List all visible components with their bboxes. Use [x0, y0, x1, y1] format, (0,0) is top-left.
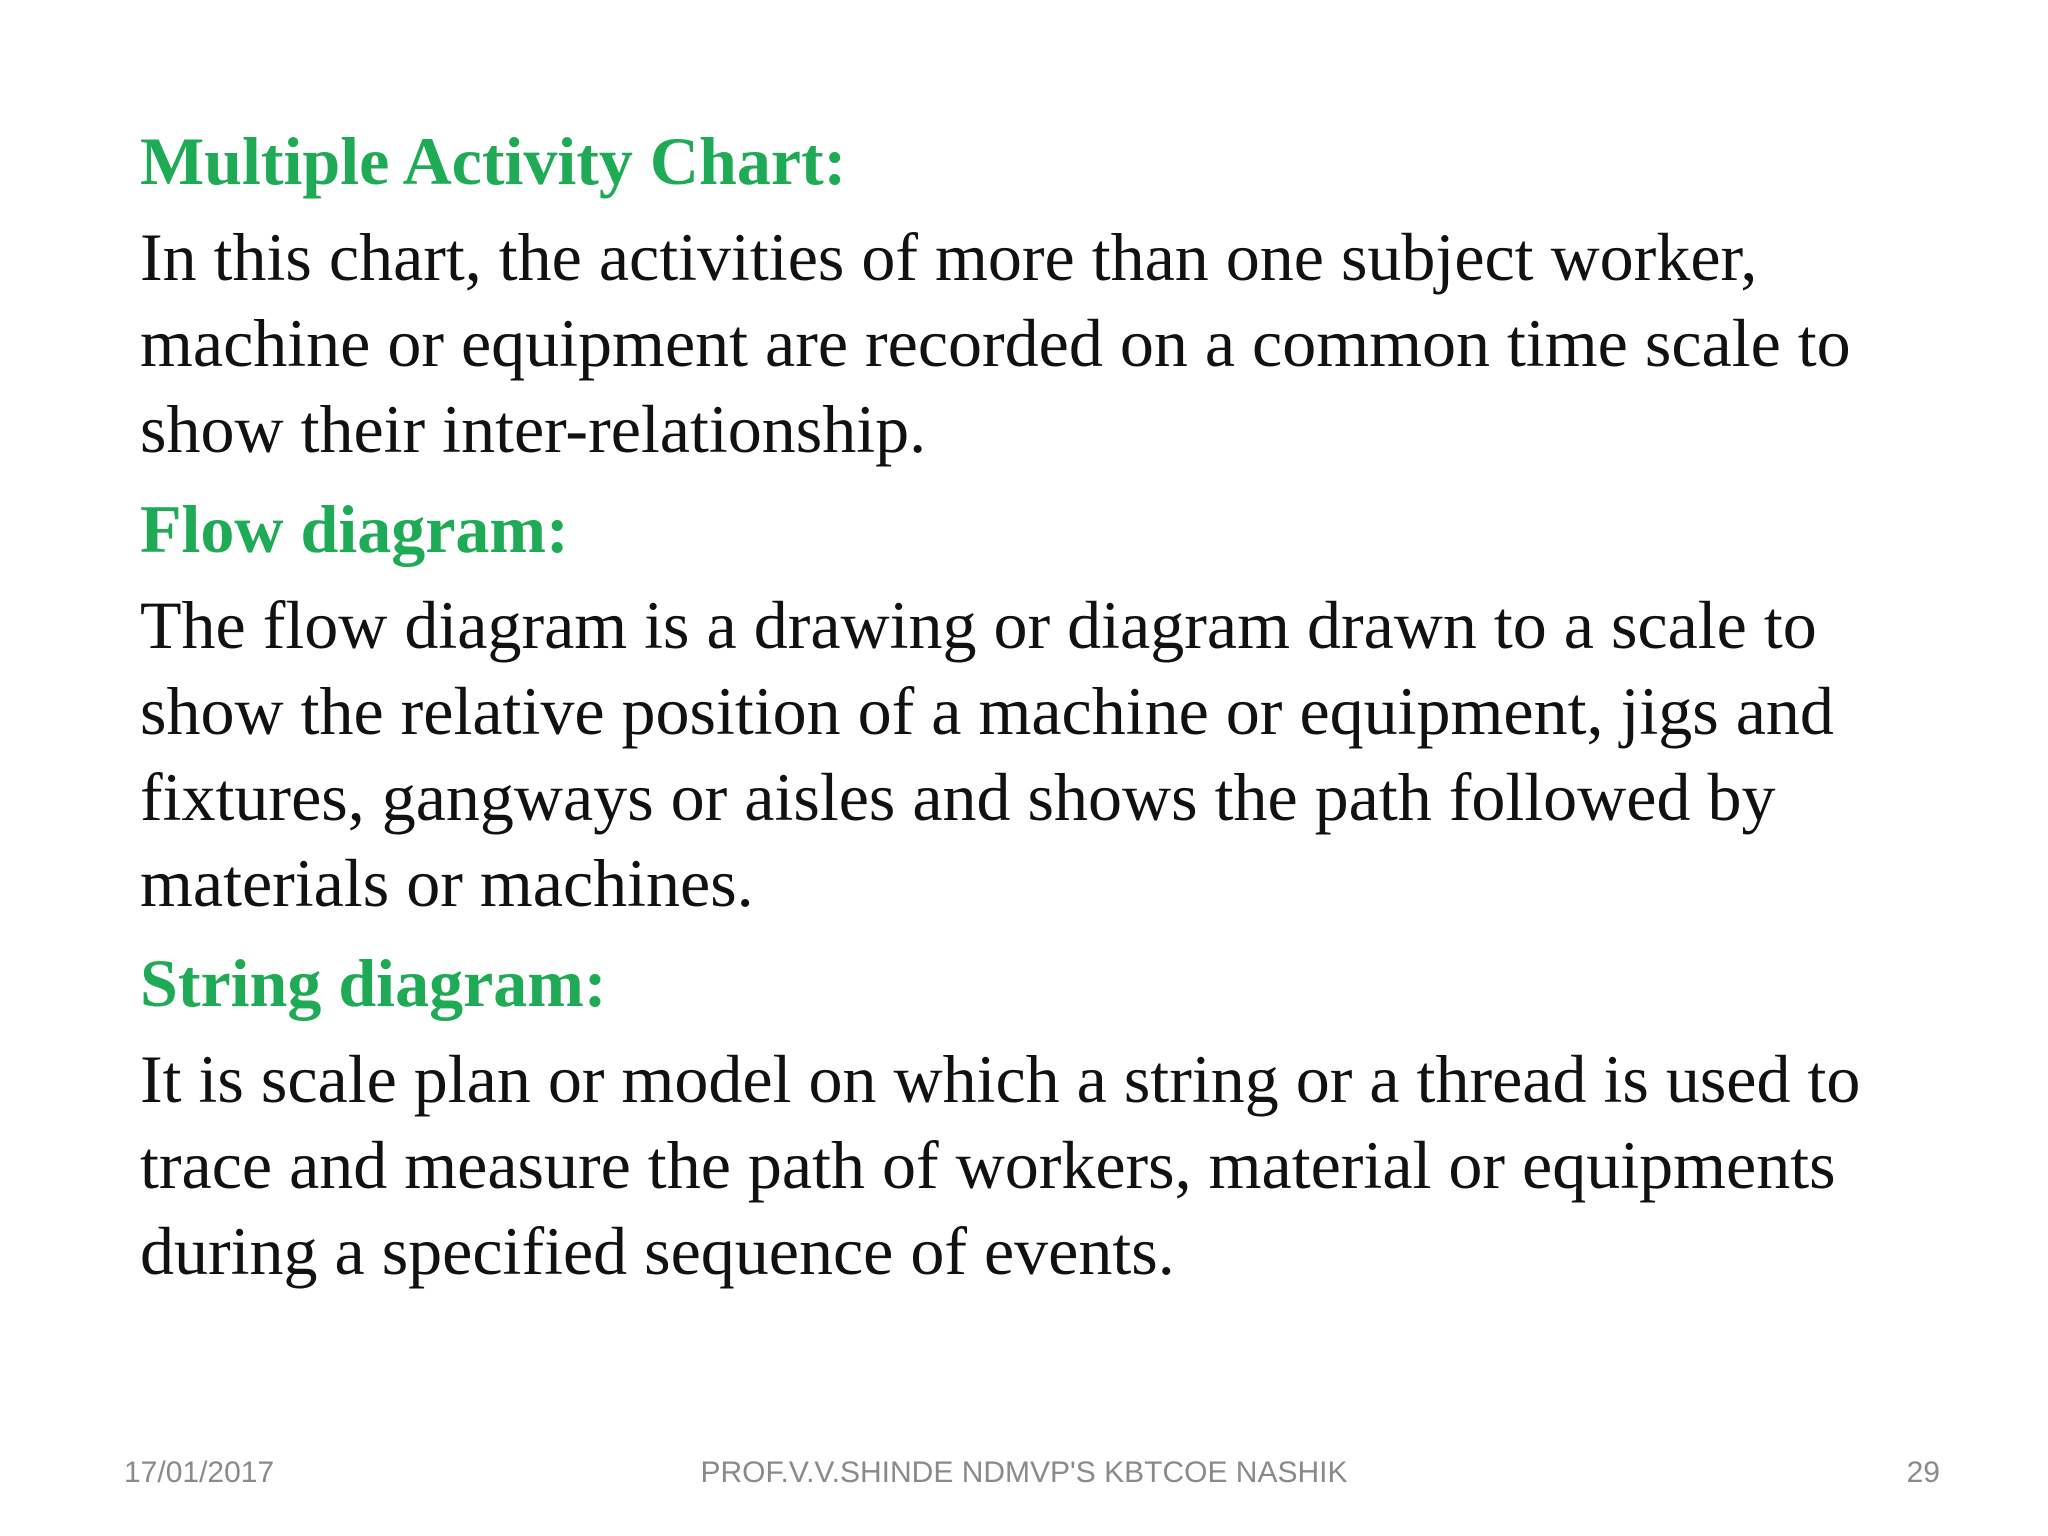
paragraph-multiple-activity-chart: In this chart, the activities of more than one subject worker, machine or equipment are recorded on a common time scale to show their inter-relationship.	[140, 219, 1851, 467]
heading-multiple-activity-chart: Multiple Activity Chart:	[140, 123, 847, 199]
footer-page-number: 29	[1906, 1456, 1940, 1489]
paragraph-flow-diagram: The flow diagram is a drawing or diagram drawn to a scale to show the relative position of a machine or equipment, jigs and fixtures, gangways or aisles and shows the path followed by materials or machines.	[140, 587, 1834, 921]
footer-date: 17/01/2017	[124, 1456, 275, 1489]
heading-string-diagram: String diagram:	[140, 945, 607, 1021]
heading-flow-diagram: Flow diagram:	[140, 491, 569, 567]
slide-content	[140, 118, 1940, 1308]
footer-author: PROF.V.V.SHINDE NDMVP'S KBTCOE NASHIK	[700, 1456, 1348, 1489]
paragraph-string-diagram: It is scale plan or model on which a string or a thread is used to trace and measure the path of workers, material or equipments during a specified sequence of events.	[140, 1041, 1861, 1289]
